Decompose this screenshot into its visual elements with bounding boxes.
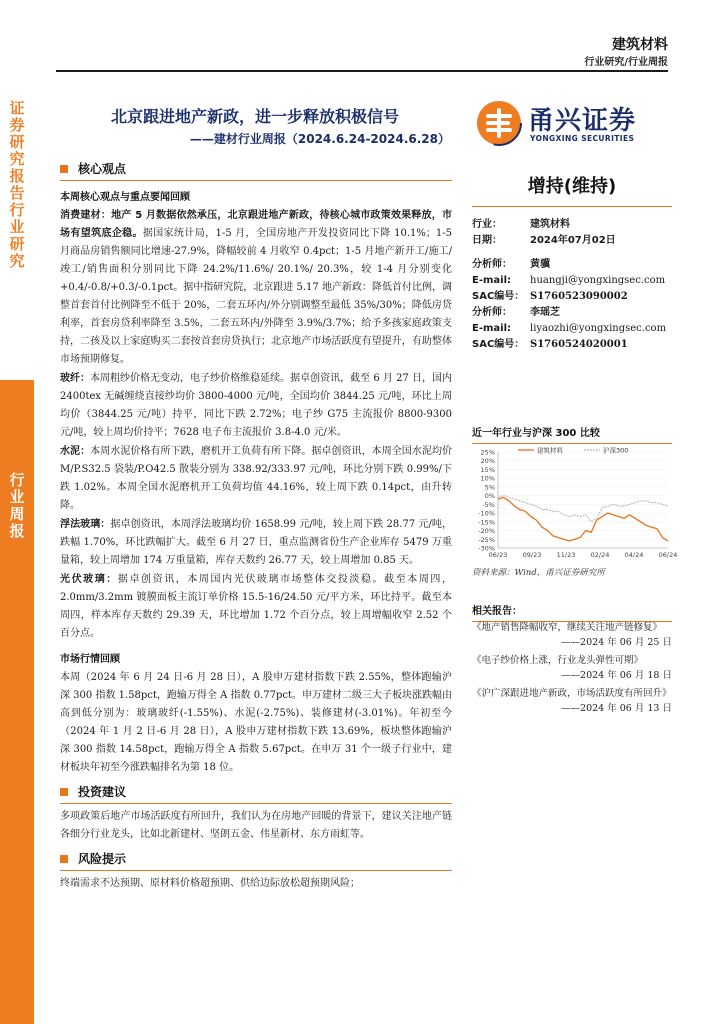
paragraph-investment: 多项政策后地产市场活跃度有所回升，我们认为在房地产回暖的背景下，建议关注地产链各细分行业龙头，比如北新建材、坚朗五金、伟星新材、东方雨虹等。: [60, 811, 452, 840]
analyst-2-row: [472, 305, 672, 321]
chart-y-tick-label: 25%: [480, 448, 495, 457]
comparison-chart: [472, 444, 678, 560]
report-date: ——2024 年 06 月 13 日: [561, 703, 672, 714]
chart-y-tick-label: -20%: [478, 527, 495, 536]
sac-label: SAC编号：: [472, 339, 525, 350]
paragraph-risk: 终端需求不达预期、原材料价格超预期、供给边际放松超预期风险；: [60, 878, 360, 889]
chart-y-tick-label: 5%: [484, 483, 495, 492]
chart-y-tick-label: 0%: [484, 492, 495, 501]
side-banner-top-text: 证券研究报告 行业研究: [9, 99, 25, 270]
section-core-view-title: 核心观点: [78, 162, 127, 176]
chart-y-tick-label: 10%: [480, 474, 495, 483]
chart-y-tick-label: -30%: [478, 544, 495, 553]
section-bullet-icon: [60, 855, 68, 863]
analyst-2-sac-row: [472, 337, 672, 353]
summary-heading: 本周核心观点与重点要闻回顾: [60, 192, 190, 203]
chart-x-tick-label: 04/24: [624, 551, 644, 559]
para-text: 本周水泥价格有所下跌，磨机开工负荷有所下降。据卓创资讯，本周全国水泥均价 M/P.S32.5 袋装/P.O42.5 散装分别为 338.92/333.97 元/吨，环比分别下跌 0.99%/下跌 1.02%。本周全国水泥磨机开工负荷均值 44.16%，较上周下跌 0.14pct，由升转降。: [60, 446, 453, 511]
para-lead: 光伏玻璃：: [60, 574, 118, 585]
para-text: 本周粗纱价格无变动，电子纱价格维稳延续。据卓创资讯，截至 6 月 27 日，国内 2400tex 无碱缠绕直接纱均价 3800-4000 元/吨，全国均价 3844.25 元/吨，环比上周均价（3844.25 元/吨）持平，同比下跌 2.72%；电子纱 G75 主流报价 8800-9300 元/吨，较上周均价持平；7628 电子布主流报价 3.8-4.0 元/米。: [60, 373, 452, 438]
date-row: [472, 233, 672, 249]
sac-number: S1760523090002: [530, 291, 628, 302]
sac-label: SAC编号：: [472, 291, 525, 302]
report-date: ——2024 年 06 月 18 日: [561, 670, 672, 681]
date-label: 日期：: [472, 235, 502, 246]
sac-number: S1760524020001: [530, 339, 628, 350]
para-lead: 消费建材：: [60, 210, 112, 221]
main-content: [60, 160, 452, 894]
header-report-type: 行业研究/行业周报: [584, 57, 668, 68]
email-label: E-mail:: [472, 323, 512, 334]
para-lead: 水泥：: [60, 446, 91, 457]
section-core-view: [60, 160, 452, 181]
chart-legend-label: 沪深300: [603, 446, 629, 455]
logo-name: 甬兴证券: [528, 106, 637, 136]
paragraph-pv-glass: [60, 571, 452, 643]
analyst-1-email-row: [472, 273, 672, 289]
email-link[interactable]: huangji@yongxingsec.com: [530, 275, 666, 286]
report-link[interactable]: 《沪广深跟进地产新政，市场活跃度有所回升》: [472, 688, 672, 699]
analyst-1-sac-row: [472, 289, 672, 305]
industry-row: [472, 217, 672, 233]
report-title: 北京跟进地产新政，进一步释放积极信号: [110, 107, 399, 126]
para-lead: 玻纤：: [60, 373, 91, 384]
chart-y-tick-label: 15%: [480, 465, 495, 474]
email-link[interactable]: liyaozhi@yongxingsec.com: [530, 323, 667, 334]
chart-x-tick-label: 02/24: [590, 551, 610, 559]
para-text: 据国家统计局，1-5 月，全国房地产开发投资同比下降 10.1%；1-5 月商品房销售额同比增速-27.9%，降幅较前 4 月收窄 0.4pct；1-5 月地产新开工/施工/竣工/销售面积分别同比下降 24.2%/11.6%/ 20.1%/ 20.3%，较 1-4 月分别变化+0.4/-0.8/+0.3/-0.1pct。据中指研究院，北京跟进 5.17 地产新政：降低首付比例，调整首套首付比例降至不低于 20%，二套五环内/外分别调整至最低 35%/30%；降低房贷利率，首套房贷利率降至 3.5%，二套五环内/外降至 3.9%/3.7%；给予多孩家庭政策支持，二孩及以上家庭购买二套按首套房贷执行；北京地产市场活跃度有望提升，有助整体市场预期修复。: [60, 228, 452, 365]
section-investment-title: 投资建议: [78, 785, 127, 799]
section-risk: [60, 850, 452, 871]
paragraph-market-review: 本周（2024 年 6 月 24 日-6 月 28 日），A 股申万建材指数下跌 2.55%，整体跑输沪深 300 指数 1.58pct，跑输万得全 A 指数 0.77pct。申万建材二级三大子板块涨跌幅由高到低分别为：玻璃玻纤(-1.55%)、水泥(-2.75%)、装修建材(-3.01%)。年初至今（2024 年 1 月 2 日-6 月 28 日），A 股申万建材指数下跌 13.69%，板块整体跑输沪深 300 指数 14.58pct，跑输万得全 A 指数 5.67pct。在申万 31 个一级子行业中，建材板块年初至今涨跌幅排名为第 18 位。: [60, 672, 452, 773]
related-reports-heading: 相关报告：: [472, 602, 672, 622]
industry-value: 建筑材料: [530, 219, 570, 230]
chart-title: 近一年行业与沪深 300 比较: [472, 424, 672, 444]
chart-x-tick-label: 11/23: [556, 551, 576, 559]
paragraph-consumer-building-materials: [60, 207, 452, 369]
chart-y-tick-label: 20%: [480, 457, 495, 466]
chart-legend-label: 建筑材料: [537, 446, 563, 455]
chart-y-tick-label: -15%: [478, 518, 495, 527]
section-bullet-icon: [60, 165, 68, 173]
analyst-1-row: [472, 257, 672, 273]
chart-y-tick-label: -5%: [482, 500, 495, 509]
section-risk-title: 风险提示: [78, 852, 127, 866]
logo-mark-icon: [474, 98, 524, 148]
para-bold: 地产 5 月数据依然承压，北京跟进地产新政，待核心城市政策效果释放，市场有望筑底企稳。: [60, 210, 453, 239]
analyst-label: 分析师：: [472, 259, 512, 270]
related-reports-list: [472, 620, 672, 719]
paragraph-glass-fiber: [60, 370, 452, 442]
chart-y-tick-label: -25%: [478, 535, 495, 544]
chart-series-line-2: [498, 496, 668, 522]
paragraph-float-glass: [60, 516, 452, 570]
market-review-heading: 市场行情回顾: [60, 654, 120, 665]
para-text: 据卓创资讯，本周国内光伏玻璃市场整体交投淡稳。截至本周四，2.0mm/3.2mm 镀膜面板主流订单价格 15.5-16/24.50 元/平方米，环比持平。截至本周四，样本库存天数约 29.39 天，环比增加 1.72 个百分点，较上周增幅收窄 2.52 个百分点。: [60, 574, 453, 639]
analyst-name: 黄骥: [530, 259, 550, 270]
sidebar-info: [472, 172, 672, 353]
logo-english-name: YONGXING SECURITIES: [530, 134, 635, 143]
email-label: E-mail:: [472, 275, 512, 286]
report-link[interactable]: 《地产销售降幅收窄，继续关注地产链修复》: [472, 622, 663, 633]
chart-source: 资料来源：Wind，甬兴证券研究所: [472, 568, 605, 578]
rating: 增持(维持): [472, 172, 672, 207]
report-subtitle: ——建材行业周报（2024.6.24-2024.6.28）: [189, 132, 450, 146]
date-value: 2024年07月02日: [530, 235, 616, 246]
chart-series-line-1: [498, 497, 668, 541]
section-bullet-icon: [60, 788, 68, 796]
header-sector: 建筑材料: [612, 37, 668, 53]
para-text: 据卓创资讯，本周浮法玻璃均价 1658.99 元/吨，较上周下跌 28.77 元/吨，跌幅 1.70%，环比跌幅扩大。截至 6 月 27 日，重点监测省份生产企业库存 5479 万重量箱，较上周增加 174 万重量箱，库存天数约 26.77 天，较上周增加 0.85 天。: [60, 519, 453, 566]
industry-label: 行业：: [472, 219, 502, 230]
company-logo: [474, 98, 674, 148]
chart-y-tick-label: -10%: [478, 509, 495, 518]
analyst-2-email-row: [472, 321, 672, 337]
side-banner-bottom-text: 行业周报: [9, 471, 25, 540]
report-link[interactable]: 《电子纱价格上涨，行业龙头弹性可期》: [472, 655, 644, 666]
para-lead: 浮法玻璃：: [60, 519, 111, 530]
analyst-label: 分析师：: [472, 307, 512, 318]
chart-x-tick-label: 06/23: [488, 551, 508, 559]
section-investment: [60, 783, 452, 804]
report-date: ——2024 年 06 月 25 日: [561, 637, 672, 648]
chart-x-tick-label: 06/24: [658, 551, 678, 559]
analyst-name: 李瑶芝: [530, 307, 560, 318]
paragraph-cement: [60, 443, 452, 515]
header-divider: [56, 70, 668, 72]
chart-x-tick-label: 09/23: [522, 551, 542, 559]
